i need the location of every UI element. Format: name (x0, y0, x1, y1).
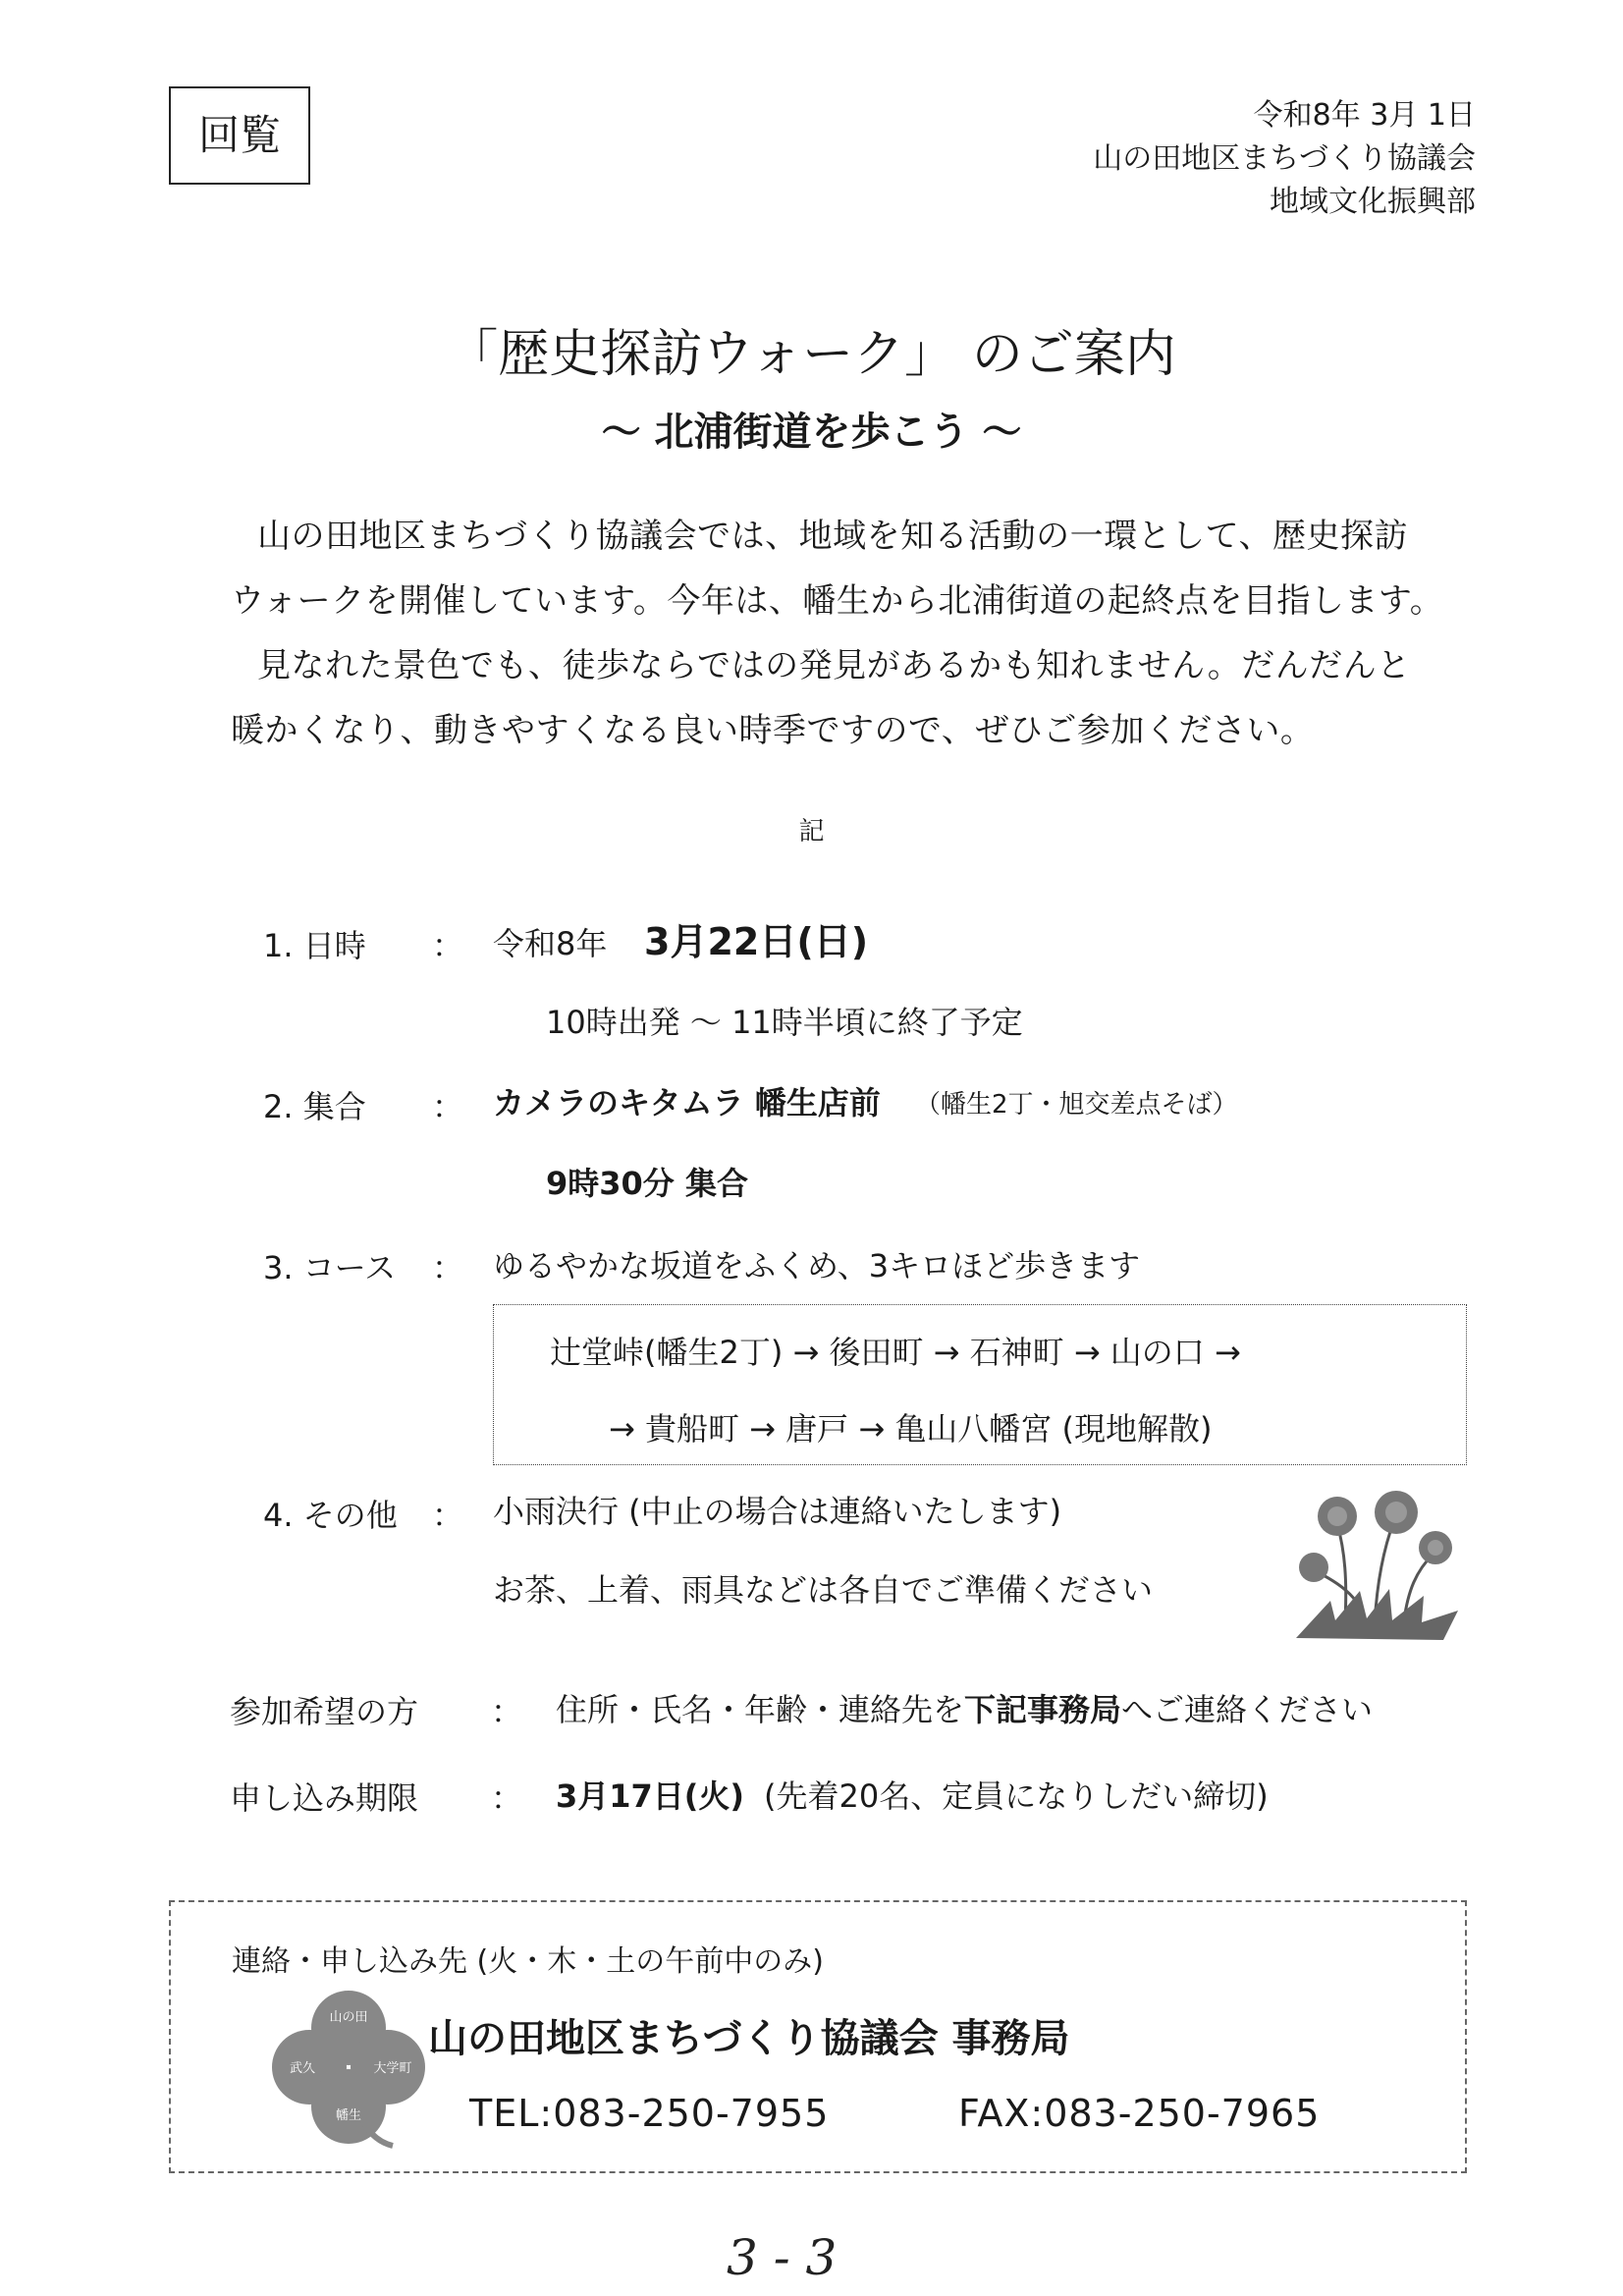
page-number: 3 - 3 (727, 2229, 838, 2286)
item-meeting-label: 2. 集合 (263, 1088, 366, 1125)
apply-text (556, 1685, 1373, 1730)
item-datetime-date: 3月22日(日) (644, 920, 869, 963)
apply-text-bold: 下記事務局 (964, 1691, 1122, 1728)
contact-heading: 連絡・申し込み先 (火・木・土の午前中のみ) (232, 1944, 824, 1979)
item-other-line-2: お茶、上着、雨具などは各自でご準備ください (493, 1571, 1154, 1609)
deadline-label: 申し込み期限 (230, 1779, 419, 1817)
page-title: 「歴史探訪ウォーク」 のご案内 (447, 325, 1176, 384)
dandelion-icon (1276, 1473, 1473, 1650)
intro-line-4: 暖かくなり、動きやすくなる良い時季ですので、ぜひご参加ください。 (231, 711, 1315, 750)
item-meeting-colon: ： (432, 1088, 464, 1125)
item-other-colon: ： (432, 1497, 464, 1534)
item-meeting-time: 9時30分 集合 (546, 1165, 748, 1202)
kairan-stamp: 回覧 (169, 86, 310, 185)
apply-label: 参加希望の方 (230, 1693, 419, 1730)
item-datetime-colon: ： (432, 927, 464, 964)
course-route-line-1: 辻堂峠(幡生2丁) → 後田町 → 石神町 → 山の口 → (550, 1334, 1241, 1371)
item-course-label: 3. コース (263, 1249, 397, 1286)
ki-mark: 記 (798, 817, 825, 847)
header-date: 令和8年 3月 1日 (1253, 98, 1476, 133)
item-datetime-time: 10時出発 ～ 11時半頃に終了予定 (546, 1004, 1023, 1041)
contact-fax: FAX:083-250-7965 (958, 2092, 1321, 2135)
intro-line-2: ウォークを開催しています。今年は、幡生から北浦街道の起終点を目指します。 (231, 581, 1444, 621)
item-other-label: 4. その他 (263, 1497, 398, 1534)
item-course-colon: ： (432, 1249, 464, 1286)
contact-tel: TEL:083-250-7955 (469, 2092, 830, 2135)
logo-text-right: 大学町 (373, 2061, 412, 2076)
logo-text-top: 山の田 (329, 2010, 368, 2025)
header-org: 山の田地区まちづくり協議会 (1093, 141, 1476, 176)
clover-logo-icon (265, 1984, 432, 2151)
item-course-desc: ゆるやかな坂道をふくめ、3キロほど歩きます (493, 1247, 1141, 1285)
course-route-line-2: → 貴船町 → 唐戸 → 亀山八幡宮 (現地解散) (609, 1410, 1213, 1448)
deadline-date: 3月17日(火) (556, 1777, 745, 1815)
item-datetime-era: 令和8年 (493, 925, 608, 962)
intro-line-1: 山の田地区まちづくり協議会では、地域を知る活動の一環として、歴史探訪 (257, 517, 1408, 556)
deadline-colon: ： (491, 1779, 523, 1817)
apply-text-pre: 住所・氏名・年齢・連絡先を (556, 1691, 965, 1728)
page-subtitle: ～ 北浦街道を歩こう ～ (601, 410, 1022, 455)
apply-colon: ： (491, 1693, 523, 1730)
intro-line-3: 見なれた景色でも、徒歩ならではの発見があるかも知れません。だんだんと (257, 646, 1411, 685)
logo-text-left: 武久 (289, 2061, 316, 2076)
deadline-note: (先着20名、定員になりしだい締切) (764, 1777, 1269, 1815)
header-dept: 地域文化振興部 (1270, 185, 1476, 219)
apply-text-post: へご連絡ください (1121, 1691, 1374, 1728)
item-meeting-place-note: （幡生2丁・旭交差点そば） (915, 1090, 1238, 1120)
item-meeting-place: カメラのキタムラ 幡生店前 (493, 1084, 881, 1121)
contact-org: 山の田地区まちづくり協議会 事務局 (428, 2016, 1070, 2061)
item-datetime-label: 1. 日時 (263, 927, 366, 964)
logo-text-bottom: 幡生 (335, 2108, 362, 2123)
item-other-line-1: 小雨決行 (中止の場合は連絡いたします) (493, 1493, 1062, 1530)
